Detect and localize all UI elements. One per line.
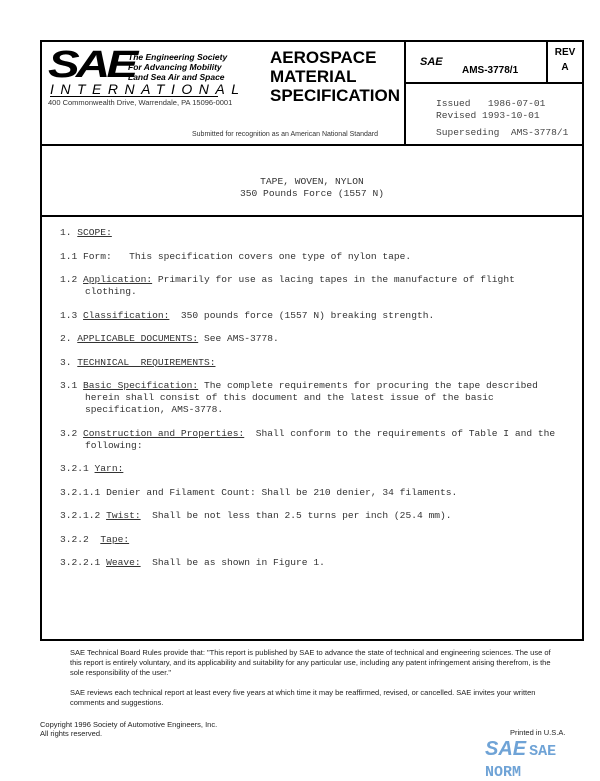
section-number: 3.2.2: [60, 533, 101, 545]
section-text: 350 pounds force (1557 N) breaking strength.: [169, 309, 435, 321]
doc-number-cell: [406, 42, 548, 84]
section-heading: Basic Specification:: [83, 380, 199, 391]
doc-type-line: AEROSPACE: [270, 48, 377, 67]
dates: [436, 98, 545, 122]
section-paragraph: [60, 380, 560, 416]
section-text: Shall be as shown in Figure 1.: [140, 557, 325, 568]
section-heading: Twist:: [106, 510, 141, 521]
superseding: Superseding AMS-3778/1: [436, 127, 569, 138]
section-text: Shall be not less than 2.5 turns per inch (25.4 mm).: [140, 510, 452, 521]
doc-type: [270, 48, 400, 105]
tagline-line: The Engineering Society: [128, 52, 228, 62]
section-paragraph: [60, 557, 560, 569]
review-note: SAE reviews each technical report at least every five years at which time it may be reaffirmed, revised, or cancelled. SAE invites your written comments and suggestions.: [70, 688, 536, 707]
section-number: 3.1: [60, 380, 84, 391]
section-paragraph: [60, 487, 560, 499]
rights-line: All rights reserved.: [40, 729, 103, 738]
technical-board-rules: SAE Technical Board Rules provide that: "This report is published by SAE to advance the state of technical and engineering sciences. The use of this report is entirely voluntary, and its applicability and suitability for any particular use, including any patent infringement arising therefrom, is the sole responsibility of the user.": [70, 648, 551, 677]
sae-small-logo: SAE: [420, 56, 443, 68]
issued-date: Issued 1986-07-01: [436, 98, 546, 109]
section-number: 3.2: [60, 427, 84, 439]
document-title: [42, 146, 582, 217]
title-subline: 350 Pounds Force (1557 N): [240, 188, 384, 199]
section-paragraph: [60, 428, 560, 452]
section-heading: Yarn:: [94, 463, 124, 474]
section-number: 3.2.2.1: [60, 557, 107, 568]
international-label: INTERNATIONAL: [50, 81, 246, 97]
section-heading: SCOPE:: [77, 227, 112, 238]
section-number: 3.: [60, 356, 78, 368]
rev-value: A: [561, 62, 569, 73]
footer-notice: [70, 648, 560, 708]
section-heading: Construction and Properties:: [83, 427, 245, 439]
tagline: [128, 52, 227, 82]
doc-number: AMS-3778/1: [462, 65, 519, 76]
section-heading: Application:: [83, 274, 153, 285]
section-heading: Classification:: [83, 309, 170, 321]
watermark: [485, 738, 600, 781]
section-number: 3.2.1.2: [60, 510, 107, 521]
section-paragraph: [60, 227, 560, 239]
section-paragraph: [60, 310, 560, 322]
document-frame: [40, 40, 584, 641]
doc-type-line: SPECIFICATION: [270, 86, 401, 105]
section-heading: TECHNICAL REQUIREMENTS:: [77, 356, 216, 368]
doc-type-line: MATERIAL: [270, 67, 357, 86]
section-number: 2.: [60, 333, 78, 344]
section-paragraph: [60, 463, 560, 475]
section-paragraph: [60, 333, 560, 345]
section-paragraph: [60, 534, 560, 546]
section-number: 3.2.1.1: [60, 486, 107, 498]
rev-cell: [548, 42, 582, 84]
section-number: 1.: [60, 227, 78, 238]
section-heading: Tape:: [100, 533, 130, 545]
section-text: See AMS-3778.: [198, 333, 279, 344]
watermark-logo: SAE: [485, 738, 527, 760]
header: [42, 42, 582, 146]
section-paragraph: [60, 274, 560, 298]
title-line: TAPE, WOVEN, NYLON: [260, 176, 364, 187]
sae-logo: SAE: [48, 44, 135, 86]
address: 400 Commonwealth Drive, Warrendale, PA 15096-0001: [48, 98, 233, 107]
section-heading: APPLICABLE DOCUMENTS:: [77, 333, 199, 344]
ansi-note: Submitted for recognition as an American National Standard: [192, 131, 378, 138]
copyright-line: Copyright 1996 Society of Automotive Engineers, Inc.: [40, 720, 218, 729]
section-text: Denier and Filament Count: Shall be 210 denier, 34 filaments.: [106, 486, 458, 498]
section-number: 1.1: [60, 250, 84, 262]
section-number: 1.2: [60, 274, 84, 285]
section-text: Shall conform to the requirements of Table I and the following:: [85, 427, 561, 451]
section-number: 1.3: [60, 309, 84, 321]
tagline-line: For Advancing Mobility: [128, 62, 222, 72]
section-paragraph: [60, 510, 560, 522]
section-text: Form: This specification covers one type of nylon tape.: [83, 250, 412, 262]
revised-date: Revised 1993-10-01: [436, 110, 540, 121]
section-text: Primarily for use as lacing tapes in the manufacture of flight clothing.: [85, 274, 521, 297]
copyright: [40, 720, 217, 738]
section-heading: Weave:: [106, 557, 141, 568]
section-paragraph: [60, 357, 560, 369]
section-number: 3.2.1: [60, 463, 95, 474]
tagline-line: Land Sea Air and Space: [128, 72, 225, 82]
section-paragraph: [60, 251, 560, 263]
document-body: [60, 227, 560, 581]
printed-in: Printed in U.S.A.: [510, 728, 566, 737]
watermark-text: SAE NORM: [485, 743, 557, 781]
header-left: [42, 42, 406, 144]
section-text: The complete requirements for procuring the tape described herein shall consist of this document and the latest issue of the basic specification, AMS-3778.: [85, 380, 544, 415]
header-right: [406, 42, 582, 144]
rev-label: REV: [554, 47, 576, 58]
